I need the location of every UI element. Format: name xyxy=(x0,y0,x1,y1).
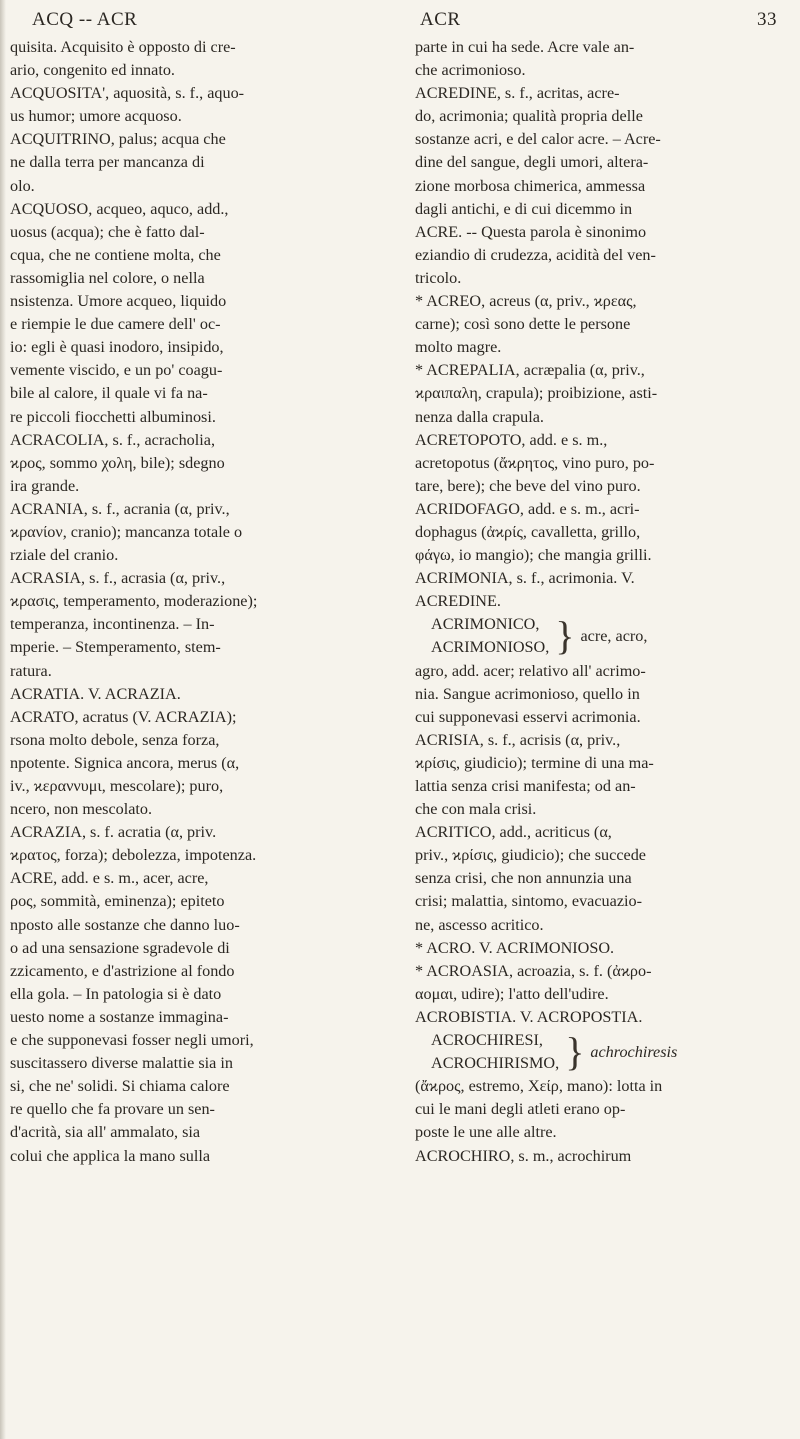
text-line: olo. xyxy=(10,176,35,195)
text-line: cqua, che ne contiene molta, che xyxy=(10,245,221,264)
text-line: bile al calore, il quale vi fa na- xyxy=(10,384,208,403)
text-line: ACRASIA, s. f., acrasia (α, priv., xyxy=(10,569,226,588)
text-line: ACRACOLIA, s. f., acracholia, xyxy=(10,430,215,449)
text-line: sostanze acri, e del calor acre. – Acre- xyxy=(415,130,661,149)
text-line: lattia senza crisi manifesta; od an- xyxy=(415,777,636,795)
text-line: ratura. xyxy=(10,661,52,680)
binding-shadow xyxy=(0,0,6,1439)
right-head-text: ACR xyxy=(420,9,461,30)
text-line: ACROBISTIA. V. ACROPOSTIA. xyxy=(415,1007,643,1026)
text-line: ACRITICO, add., acriticus (α, xyxy=(415,823,612,842)
text-line: uesto nome a sostanze immagina- xyxy=(10,1007,229,1026)
text-line: rziale del cranio. xyxy=(10,546,119,565)
left-running-head xyxy=(12,8,390,36)
text-line: dophagus (ἀϰρίς, cavalletta, grillo, xyxy=(415,522,641,541)
text-line: io: egli è quasi inodoro, insipido, xyxy=(10,338,224,357)
text-line: agro, add. acer; relativo all' acrimo- xyxy=(415,661,646,680)
text-line: rsona molto debole, senza forza, xyxy=(10,730,220,749)
text-line: ACRISIA, s. f., acrisis (α, priv., xyxy=(415,730,621,749)
page-number: 33 xyxy=(757,9,777,30)
text-line: quisita. Acquisito è opposto di cre- xyxy=(10,38,236,56)
right-running-head xyxy=(415,8,787,36)
left-head-text: ACQ -- ACR xyxy=(32,9,138,30)
text-line: molto magre. xyxy=(415,338,502,357)
text-line: (ἄϰρος, estremo, Χείρ, mano): lotta in xyxy=(415,1077,663,1096)
text-line: ϰρος, sommo χολη, bile); sdegno xyxy=(10,453,225,472)
text-line: dagli antichi, e di cui dicemmo in xyxy=(415,199,633,218)
text-line: poste le une alle altre. xyxy=(415,1123,557,1142)
text-line: dine del sangue, degli umori, altera- xyxy=(415,153,649,172)
text-line: cui supponevasi esservi acrimonia. xyxy=(415,707,641,726)
text-line: * ACROASIA, acroazia, s. f. (ἀϰρο- xyxy=(415,961,652,980)
text-line: tricolo. xyxy=(415,268,462,287)
text-line: ACRIMONIA, s. f., acrimonia. V. xyxy=(415,569,635,588)
text-line: ncero, non mescolato. xyxy=(10,800,153,819)
text-line: priv., ϰρίσις, giudicio); che succede xyxy=(415,846,646,865)
text-line: ACQUOSITA', aquosità, s. f., aquo- xyxy=(10,84,245,103)
left-column xyxy=(12,8,390,1168)
headword: ACRIMONICO, xyxy=(431,615,540,634)
text-line: ACRANIA, s. f., acrania (α, priv., xyxy=(10,499,230,518)
text-line: parte in cui ha sede. Acre vale an- xyxy=(415,38,635,56)
text-line: vemente viscido, e un po' coagu- xyxy=(10,361,223,380)
right-column xyxy=(415,8,787,1168)
text-line: ACRATIA. V. ACRAZIA. xyxy=(10,684,181,703)
text-line: cui le mani degli atleti erano op- xyxy=(415,1100,626,1119)
text-line: d'acrità, sia all' ammalato, sia xyxy=(10,1123,201,1142)
brace-entry-acrochiresi xyxy=(431,1029,787,1075)
brace-tail: achrochiresis xyxy=(590,1042,678,1061)
text-line: ϰραιπαλη, crapula); proibizione, asti- xyxy=(415,384,658,403)
text-line: us humor; umore acquoso. xyxy=(10,107,182,126)
headword: ACRIMONIOSO, xyxy=(431,638,550,657)
text-line: che con mala crisi. xyxy=(415,800,537,819)
text-line: acretopotus (ἄϰρητος, vino puro, po- xyxy=(415,453,655,472)
text-line: ACQUITRINO, palus; acqua che xyxy=(10,130,226,149)
text-line: suscitassero diverse malattie sia in xyxy=(10,1054,233,1073)
text-line: ACRE, add. e s. m., acer, acre, xyxy=(10,869,209,888)
text-line: ACROCHIRO, s. m., acrochirum xyxy=(415,1146,632,1165)
text-line: ne dalla terra per mancanza di xyxy=(10,153,205,172)
text-line: re quello che fa provare un sen- xyxy=(10,1100,215,1119)
text-line: * ACREO, acreus (α, priv., ϰρεας, xyxy=(415,292,637,311)
curly-brace-icon: } xyxy=(565,1029,585,1075)
text-line: temperanza, incontinenza. – In- xyxy=(10,615,215,634)
text-line: eziandio di crudezza, acidità del ven- xyxy=(415,245,656,264)
text-line: ella gola. – In patologia si è dato xyxy=(10,984,222,1003)
text-line: ACRATO, acratus (V. ACRAZIA); xyxy=(10,707,237,726)
text-line: zzicamento, e d'astrizione al fondo xyxy=(10,961,235,980)
right-column-body-2 xyxy=(415,660,787,1030)
text-line: zione morbosa chimerica, ammessa xyxy=(415,176,646,195)
text-line: mperie. – Stemperamento, stem- xyxy=(10,638,221,657)
text-line: senza crisi, che non annunzia una xyxy=(415,869,632,888)
text-line: ACRETOPOTO, add. e s. m., xyxy=(415,430,608,449)
left-column-body xyxy=(12,36,390,1168)
text-line: uosus (acqua); che è fatto dal- xyxy=(10,222,205,241)
headword: ACROCHIRISMO, xyxy=(431,1054,560,1073)
text-line: * ACRO. V. ACRIMONIOSO. xyxy=(415,938,615,957)
text-line: rassomiglia nel colore, o nella xyxy=(10,268,205,287)
brace-entry-acrimonico xyxy=(431,613,787,659)
brace-heads xyxy=(431,1029,559,1075)
curly-brace-icon: } xyxy=(555,613,575,659)
text-line: ϰρανίον, cranio); mancanza totale o xyxy=(10,522,243,541)
text-line: do, acrimonia; qualità propria delle xyxy=(415,107,643,126)
text-line: ACRAZIA, s. f. acratia (α, priv. xyxy=(10,823,217,842)
text-line: ACREDINE. xyxy=(415,592,501,611)
text-line: ACREDINE, s. f., acritas, acre- xyxy=(415,84,620,103)
right-column-body-1 xyxy=(415,36,787,613)
text-line: ario, congenito ed innato. xyxy=(10,61,175,80)
text-line: nposto alle sostanze che danno luo- xyxy=(10,915,240,934)
brace-tail: acre, acro, xyxy=(580,626,648,645)
text-line: ne, ascesso acritico. xyxy=(415,915,544,934)
text-line: ρος, sommità, eminenza); epiteto xyxy=(10,892,225,911)
text-line: ira grande. xyxy=(10,476,80,495)
text-line: o ad una sensazione sgradevole di xyxy=(10,938,230,957)
text-line: tare, bere); che beve del vino puro. xyxy=(415,476,641,495)
text-line: nenza dalla crapula. xyxy=(415,407,544,426)
text-line: nsistenza. Umore acqueo, liquido xyxy=(10,292,227,311)
text-line: si, che ne' solidi. Si chiama calore xyxy=(10,1077,230,1096)
text-line: φάγω, io mangio); che mangia grilli. xyxy=(415,546,652,565)
text-line: ACRIDOFAGO, add. e s. m., acri- xyxy=(415,499,640,518)
text-line: ϰρατος, forza); debolezza, impotenza. xyxy=(10,846,257,865)
text-line: npotente. Signica ancora, merus (α, xyxy=(10,753,240,772)
text-line: ACQUOSO, acqueo, aquco, add., xyxy=(10,199,229,218)
headword: ACROCHIRESI, xyxy=(431,1031,543,1050)
text-line: * ACREPALIA, acræpalia (α, priv., xyxy=(415,361,645,380)
text-line: e riempie le due camere dell' oc- xyxy=(10,315,221,334)
text-line: e che supponevasi fosser negli umori, xyxy=(10,1031,254,1050)
text-line: αομαι, udire); l'atto dell'udire. xyxy=(415,984,609,1003)
brace-heads xyxy=(431,613,549,659)
text-line: crisi; malattia, sintomo, evacuazio- xyxy=(415,892,642,911)
text-line: iv., ϰεραννυμι, mescolare); puro, xyxy=(10,777,224,795)
text-line: ACRE. -- Questa parola è sinonimo xyxy=(415,222,647,241)
text-line: ϰρασις, temperamento, moderazione); xyxy=(10,592,258,611)
right-column-body-3 xyxy=(415,1075,787,1167)
text-line: colui che applica la mano sulla xyxy=(10,1146,211,1165)
text-line: nia. Sangue acrimonioso, quello in xyxy=(415,684,640,703)
text-line: che acrimonioso. xyxy=(415,61,526,80)
text-line: carne); così sono dette le persone xyxy=(415,315,631,334)
text-line: ϰρίσις, giudicio); termine di una ma- xyxy=(415,753,654,772)
text-line: re piccoli fiocchetti albuminosi. xyxy=(10,407,216,426)
